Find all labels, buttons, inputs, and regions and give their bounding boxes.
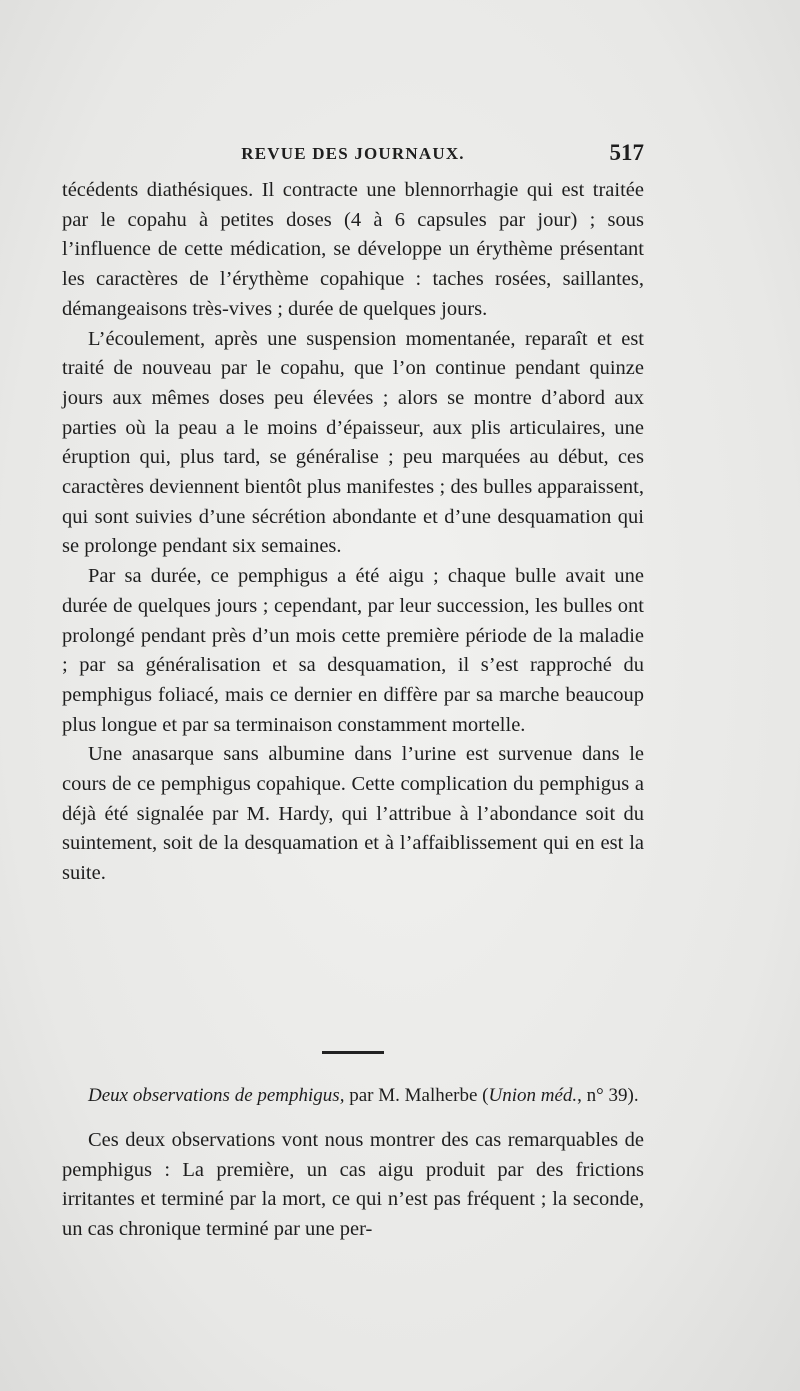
second-section-text bbox=[62, 1126, 644, 1245]
main-text bbox=[62, 176, 644, 889]
running-title: REVUE DES JOURNAUX. bbox=[241, 144, 465, 163]
section-divider bbox=[322, 1051, 384, 1054]
paragraph: Ces deux observations vont nous montrer des cas remarquables de pemphigus : La première, un cas aigu produit par des frictions irritantes et terminé par la mort, ce qui n’est pas fréquent ; la seconde, un cas chronique terminé par une per- bbox=[62, 1129, 644, 1241]
paragraph: L’écoulement, après une suspension momentanée, reparaît et est traité de nouveau par le copahu, que l’on continue pendant quinze jours aux mêmes doses peu élevées ; alors se montre d’abord aux parties où la peau a le moins d’épaisseur, aux plis articulaires, une éruption qui, plus tard, se généralise ; peu marquées au début, ces caractères deviennent bientôt plus manifestes ; des bulles apparaissent, qui sont suivies d’une sécrétion abondante et d’une desquamation qui se prolonge pendant six semaines. bbox=[62, 327, 644, 558]
page-number: 517 bbox=[609, 140, 644, 165]
reference-author: par M. Malherbe ( bbox=[344, 1085, 489, 1106]
running-head bbox=[62, 140, 644, 170]
reference-title: Deux observations de pemphigus, bbox=[88, 1085, 345, 1106]
reference-issue: , n° 39). bbox=[577, 1085, 639, 1106]
reference-journal: Union méd. bbox=[488, 1085, 578, 1106]
paragraph: Une anasarque sans albumine dans l’urine est survenue dans le cours de ce pemphigus copahique. Cette complication du pemphigus a déjà été signalée par M. Hardy, qui l’attribue à l’abondance soit du suintement, soit de la desquamation et à l’affaiblissement qui en est la suite. bbox=[62, 743, 644, 885]
paragraph-continuation: técédents diathésiques. Il contracte une blennorrhagie qui est traitée par le copahu à petites doses (4 à 6 capsules par jour) ; sous l’influence de cette médication, se développe un érythème présentant les caractères de l’érythème copahique : taches rosées, saillantes, démangeaisons très-vives ; durée de quelques jours. bbox=[62, 179, 644, 320]
article-reference bbox=[88, 1083, 644, 1109]
paragraph: Par sa durée, ce pemphigus a été aigu ; chaque bulle avait une durée de quelques jours ; cependant, par leur succession, les bulles ont prolongé pendant près d’un mois cette première période de la maladie ; par sa généralisation et sa desquamation, il s’est rapproché du pemphigus foliacé, mais ce dernier en diffère par sa marche beaucoup plus longue et par sa terminaison constamment mortelle. bbox=[62, 565, 644, 736]
